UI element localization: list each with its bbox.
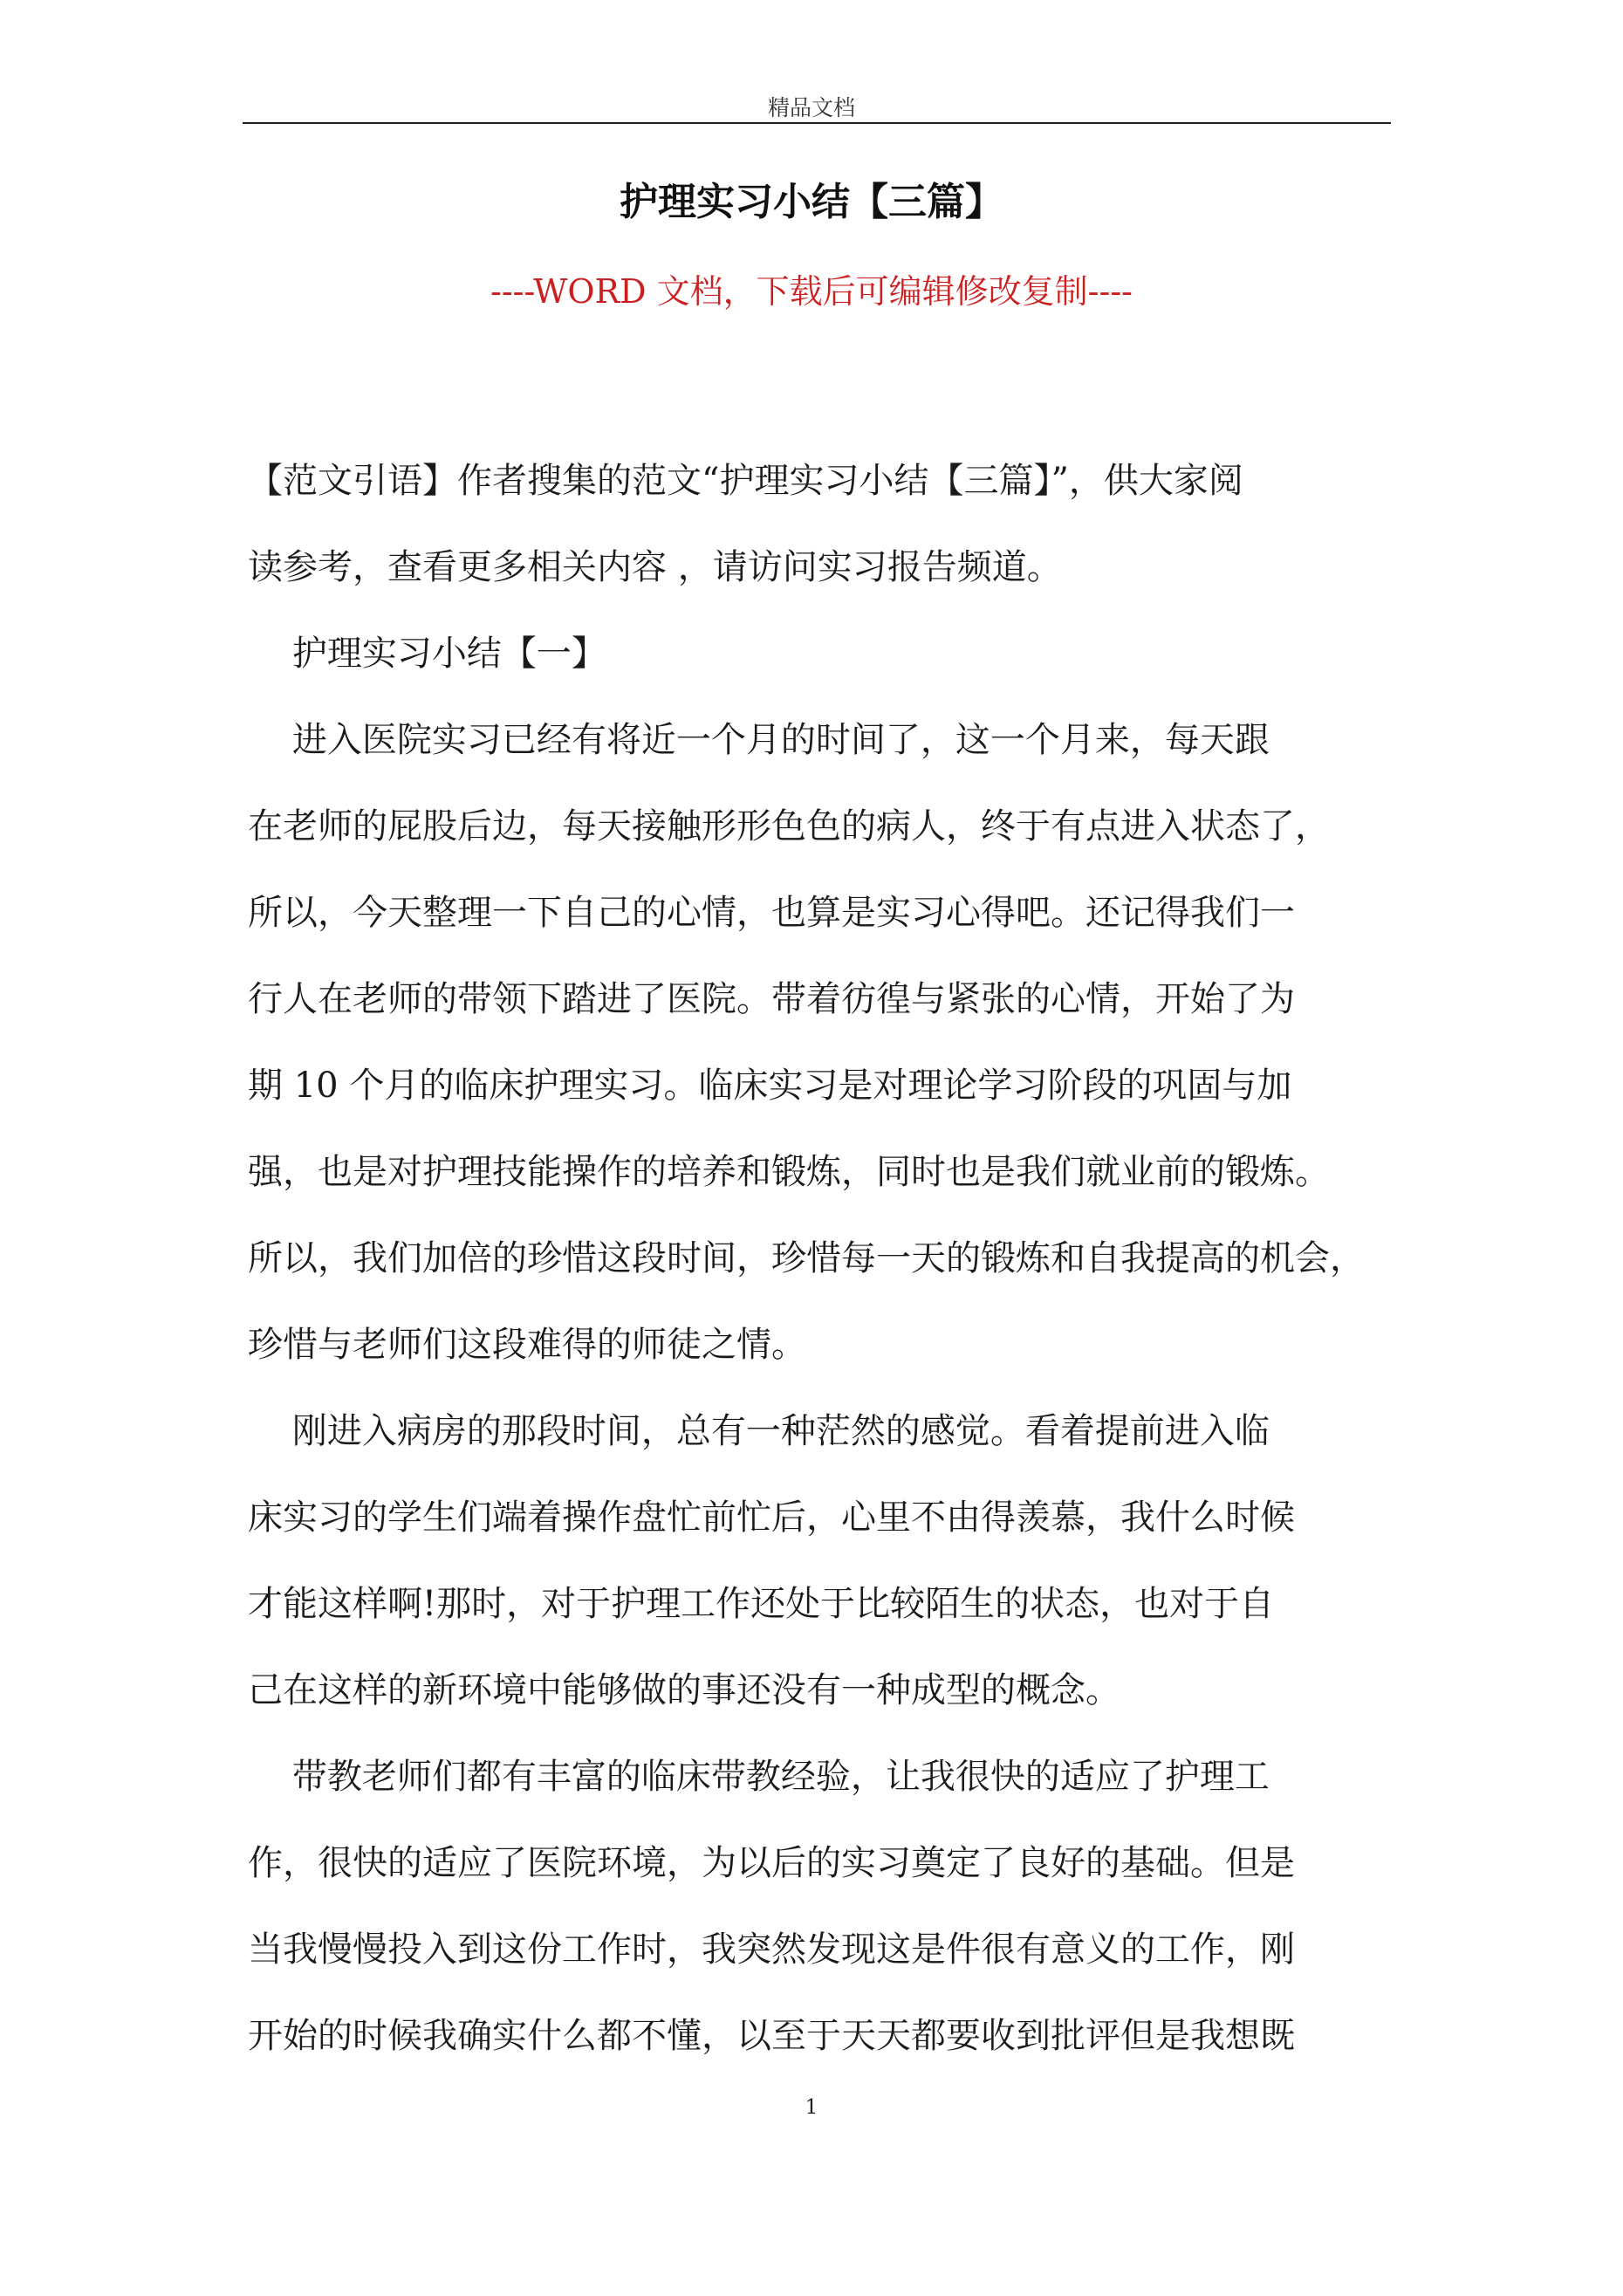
body-line: 才能这样啊!那时，对于护理工作还处于比较陌生的状态，也对于自 — [248, 1584, 1275, 1624]
section-heading: 护理实习小结【一】 — [248, 634, 606, 674]
page-header: 精品文档 — [767, 95, 855, 120]
body-line: 强，也是对护理技能操作的培养和锻炼，同时也是我们就业前的锻炼。 — [248, 1152, 1330, 1192]
body-line: 当我慢慢投入到这份工作时，我突然发现这是件很有意义的工作，刚 — [248, 1929, 1295, 1970]
body-line: 行人在老师的带领下踏进了医院。带着彷徨与紧张的心情，开始了为 — [248, 979, 1295, 1019]
body-line: 【范文引语】作者搜集的范文“护理实习小结【三篇】”，供大家阅 — [248, 461, 1243, 501]
body-line: 进入医院实习已经有将近一个月的时间了，这一个月来，每天跟 — [248, 720, 1270, 760]
body-line: 作，很快的适应了医院环境，为以后的实习奠定了良好的基础。但是 — [248, 1843, 1295, 1883]
body-line: 所以，今天整理一下自己的心情，也算是实习心得吧。还记得我们一 — [248, 893, 1295, 933]
body-line: 读参考，查看更多相关内容 ，请访问实习报告频道。 — [248, 547, 1062, 587]
body-line: 所以，我们加倍的珍惜这段时间，珍惜每一天的锻炼和自我提高的机会， — [248, 1238, 1365, 1278]
header-divider — [243, 122, 1391, 124]
body-line: 开始的时候我确实什么都不懂，以至于天天都要收到批评但是我想既 — [248, 2016, 1295, 2056]
body-line: 在老师的屁股后边，每天接触形形色色的病人，终于有点进入状态了， — [248, 806, 1330, 846]
body-line: 珍惜与老师们这段难得的师徒之情。 — [248, 1325, 806, 1365]
body-line: 带教老师们都有丰富的临床带教经验，让我很快的适应了护理工 — [248, 1757, 1270, 1797]
page-number: 1 — [805, 2096, 818, 2119]
body-line: 己在这样的新环境中能够做的事还没有一种成型的概念。 — [248, 1670, 1120, 1710]
document-body — [248, 438, 1435, 2080]
body-line: 床实习的学生们端着操作盘忙前忙后，心里不由得羡慕，我什么时候 — [248, 1498, 1295, 1538]
body-line: 期 10 个月的临床护理实习。临床实习是对理论学习阶段的巩固与加 — [248, 1066, 1292, 1106]
document-subtitle: ----WORD 文档，下载后可编辑修改复制---- — [490, 272, 1133, 311]
document-title: 护理实习小结【三篇】 — [620, 180, 1003, 224]
body-line: 刚进入病房的那段时间，总有一种茫然的感觉。看着提前进入临 — [248, 1411, 1270, 1451]
